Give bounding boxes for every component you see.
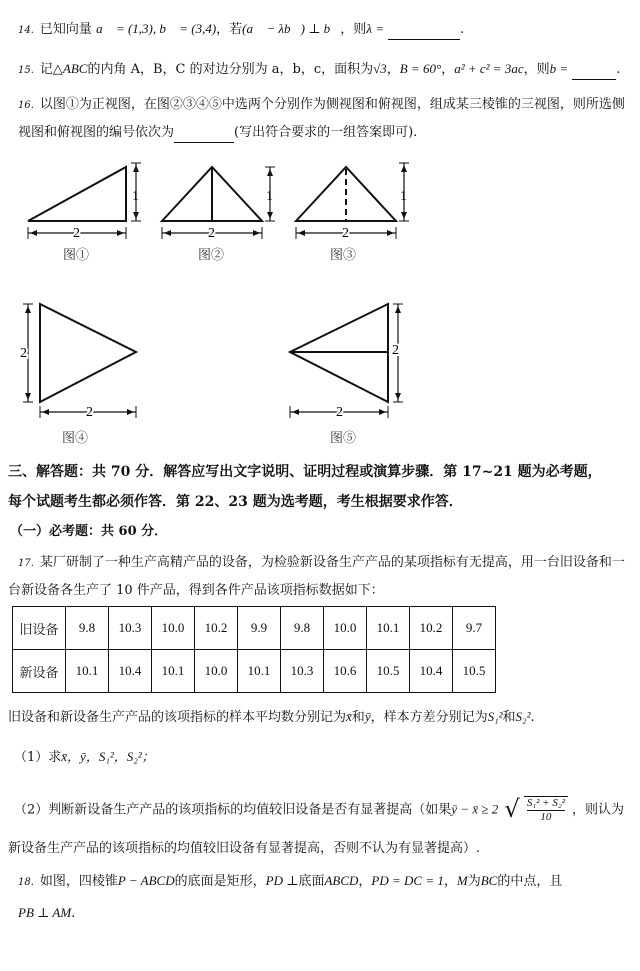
table-cell: 10.1 <box>238 650 281 693</box>
sqrt-fraction: √ $\frac{\text{S₁² + S₂²}}{10}$ <box>504 796 568 824</box>
question-16-line1: 16. 以图①为正视图，在图②③④⑤中选两个分别作为侧视图和俯视图，组成某三棱锥的三视图，则所选侧 <box>18 97 625 112</box>
table-cell: 10.3 <box>281 650 324 693</box>
table-cell: 10.2 <box>410 607 453 650</box>
question-17-part2: （2）判断新设备生产产品的该项指标的均值较旧设备是否有显著提高（如果ȳ − x̄ ≥ 2 √ $\frac{\text{S₁² + S₂²}}{10}$ ，则认为 <box>14 794 624 823</box>
table-cell: 10.3 <box>109 607 152 650</box>
table-cell: 10.5 <box>367 650 410 693</box>
three-view-figures-row1 <box>0 155 640 270</box>
question-number: 15. <box>18 65 34 76</box>
question-17-line1: 17. 某厂研制了一种生产高精产品的设备，为检验新设备生产产品的某项指标有无提高，用一台旧设备和一 <box>18 555 625 570</box>
dimension-label: 2 <box>392 343 399 358</box>
figure-5 <box>290 304 403 445</box>
figure-caption: 图① <box>63 247 90 262</box>
table-cell: 10.6 <box>324 650 367 693</box>
figure-caption: 图② <box>198 247 225 262</box>
section-heading-line2: 每个试题考生都必须作答．第 22、23 题为选考题，考生根据要求作答． <box>8 494 463 510</box>
question-18-line2: PB ⊥ AM. <box>18 905 76 921</box>
row-header: 新设备 <box>13 650 66 693</box>
dimension-label: 1 <box>400 189 407 204</box>
question-18: 18. 如图，四棱锥P − ABCD的底面是矩形，PD ⊥底面ABCD，PD = DC = 1，M为BC的中点，且 <box>18 873 563 889</box>
table-row <box>13 607 496 650</box>
question-17-part2-line2: 新设备生产产品的该项指标的均值较旧设备有显著提高，否则不认为有显著提高）. <box>8 841 481 856</box>
answer-blank[interactable] <box>572 61 616 80</box>
table-cell: 9.7 <box>453 607 496 650</box>
row-header: 旧设备 <box>13 607 66 650</box>
question-number: 16. <box>18 100 34 111</box>
three-view-figures-row2 <box>0 292 640 452</box>
table-cell: 10.0 <box>324 607 367 650</box>
section-heading: 三、解答题：共 70 分．解答应写出文字说明、证明过程或演算步骤．第 17~21 题为必考题， <box>8 464 602 480</box>
figure-3 <box>296 163 409 262</box>
dimension-label: 1 <box>266 189 273 204</box>
question-16-line2: 视图和俯视图的编号依次为 (写出符合要求的一组答案即可). <box>18 124 417 143</box>
data-table <box>12 606 496 693</box>
dimension-label: 2 <box>342 226 349 241</box>
table-cell: 10.0 <box>195 650 238 693</box>
dimension-label: 2 <box>336 405 343 420</box>
question-number: 18. <box>18 877 34 888</box>
figure-1 <box>28 163 141 262</box>
table-cell: 9.9 <box>238 607 281 650</box>
question-17-line2: 台新设备各生产了 10 件产品，得到各件产品该项指标数据如下： <box>8 583 384 598</box>
question-number: 17. <box>18 558 34 569</box>
dimension-label: 2 <box>86 405 93 420</box>
figure-2 <box>162 167 275 262</box>
table-cell: 10.4 <box>410 650 453 693</box>
question-number: 14. <box>18 25 34 36</box>
question-15: 15. 记△ABC的内角 A，B，C 的对边分别为 a，b，c，面积为√3，B = 60°，a² + c² = 3ac，则b = . <box>18 60 620 80</box>
table-cell: 10.0 <box>152 607 195 650</box>
answer-blank[interactable] <box>174 124 234 143</box>
table-cell: 10.2 <box>195 607 238 650</box>
question-17-notation: 旧设备和新设备生产产品的该项指标的样本平均数分别记为x̄和ȳ，样本方差分别记为S₁²和S₂². <box>8 709 535 725</box>
table-cell: 10.1 <box>367 607 410 650</box>
dimension-label: 2 <box>73 226 80 241</box>
figure-caption: 图③ <box>330 247 357 262</box>
figure-caption: 图⑤ <box>330 430 357 445</box>
triangle <box>40 304 136 402</box>
answer-blank[interactable] <box>388 21 460 40</box>
dimension-label: 1 <box>132 189 139 204</box>
figure-4 <box>20 304 136 445</box>
table-cell: 10.5 <box>453 650 496 693</box>
table-cell: 10.4 <box>109 650 152 693</box>
question-17-part1: （1）求x̄，ȳ，S₁²，S₂²； <box>14 749 155 765</box>
table-cell: 9.8 <box>66 607 109 650</box>
table-row <box>13 650 496 693</box>
table-cell: 10.1 <box>66 650 109 693</box>
table-cell: 9.8 <box>281 607 324 650</box>
question-14: 14. 已知向量 a⃗ = (1,3), b⃗ = (3,4)，若(a⃗ − λb⃗) ⊥ b⃗，则λ = . <box>18 20 464 40</box>
dimension-label: 2 <box>208 226 215 241</box>
dimension-label: 2 <box>20 346 27 361</box>
subsection-heading: （一）必考题：共 60 分． <box>10 524 168 539</box>
triangle <box>28 167 126 221</box>
figure-caption: 图④ <box>62 430 89 445</box>
table-cell: 10.1 <box>152 650 195 693</box>
